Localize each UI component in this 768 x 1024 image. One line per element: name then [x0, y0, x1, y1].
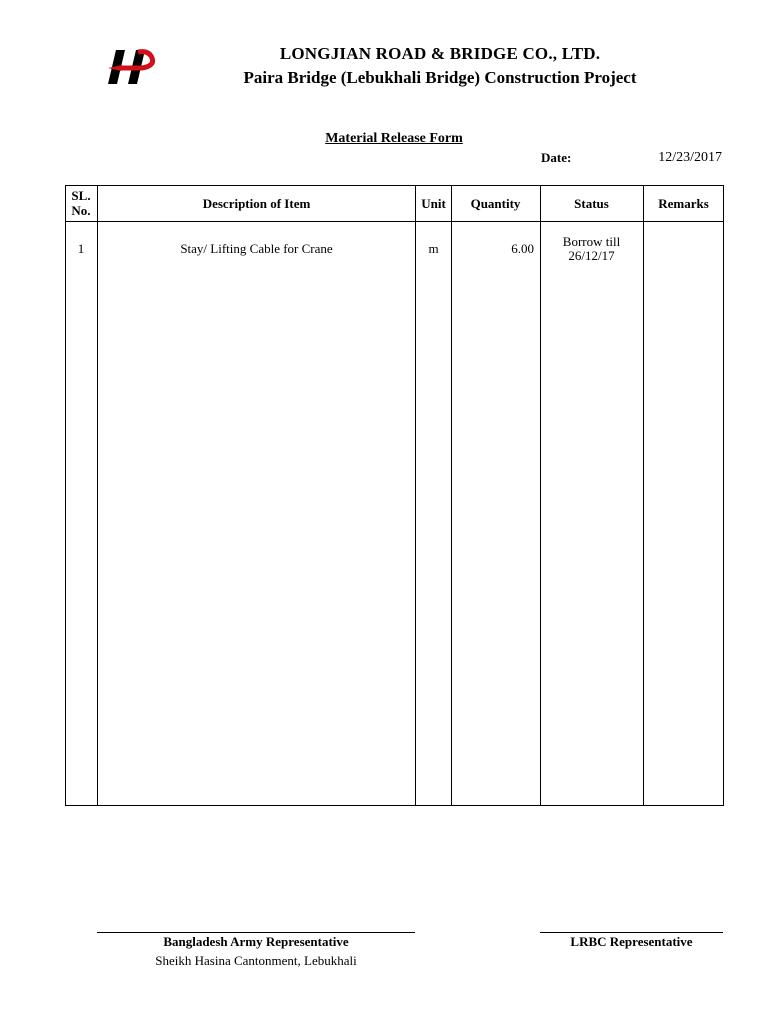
header-status: Status: [574, 195, 609, 211]
header-unit: Unit: [421, 195, 446, 211]
row-description: Stay/ Lifting Cable for Crane: [180, 241, 333, 256]
date-label: Date:: [541, 150, 572, 165]
column-divider: [540, 185, 541, 806]
longjian-logo-icon: [108, 46, 156, 88]
company-logo: [108, 46, 156, 88]
left-signature-subtitle: Sheikh Hasina Cantonment, Lebukhali: [155, 953, 357, 968]
row-quantity: 6.00: [511, 241, 534, 256]
company-name: LONGJIAN ROAD & BRIDGE CO., LTD.: [279, 44, 601, 63]
project-name: Paira Bridge (Lebukhali Bridge) Construction Project: [243, 68, 637, 87]
right-signature-title: LRBC Representative: [570, 934, 693, 949]
header-quantity: Quantity: [470, 195, 521, 211]
date-value: 12/23/2017: [658, 150, 722, 165]
table-border: [65, 185, 724, 806]
right-signature-line: [540, 932, 723, 933]
header-sl-no: SL. No.: [71, 188, 91, 218]
header-divider: [65, 221, 724, 222]
header-description: Description of Item: [202, 195, 311, 211]
column-divider: [643, 185, 644, 806]
header-remarks: Remarks: [658, 195, 709, 211]
column-divider: [415, 185, 416, 806]
material-table: [65, 185, 724, 806]
row-status: Borrow till 26/12/17: [562, 234, 621, 263]
left-signature-line: [97, 932, 415, 933]
form-title: Material Release Form: [325, 131, 463, 146]
row-sl: 1: [77, 241, 85, 256]
column-divider: [451, 185, 452, 806]
column-divider: [97, 185, 98, 806]
left-signature-title: Bangladesh Army Representative: [163, 934, 349, 949]
row-unit: m: [428, 241, 439, 256]
